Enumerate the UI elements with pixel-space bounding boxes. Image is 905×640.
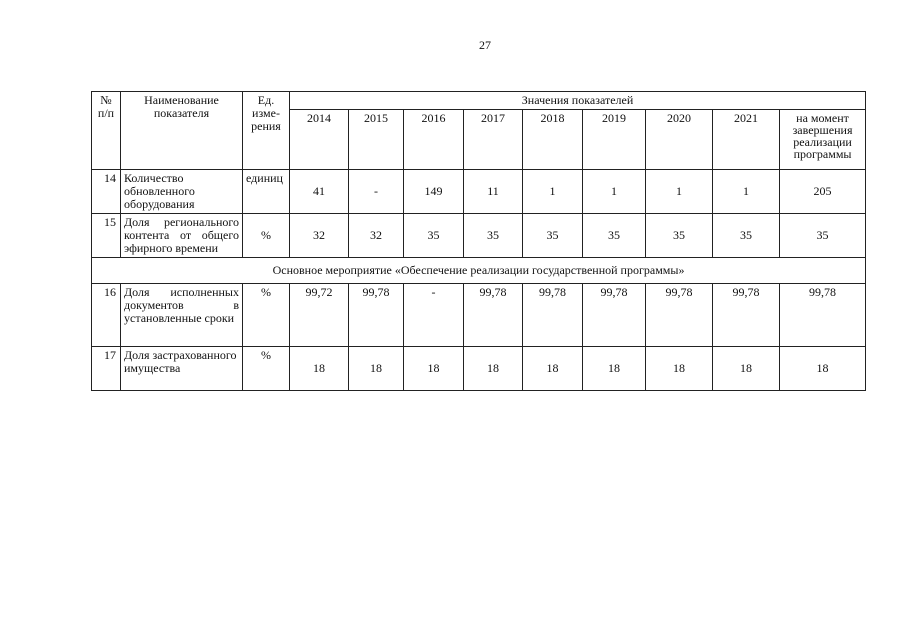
row-unit: единиц: [243, 170, 290, 214]
row-indicator-name: Количество обновленного оборудования: [121, 170, 243, 214]
row-value: 99,78: [464, 284, 523, 347]
row-value: -: [404, 284, 464, 347]
page-number: 27: [479, 38, 491, 52]
row-value-final: 18: [780, 347, 866, 391]
header-year: 2019: [583, 110, 646, 170]
row-value-final: 35: [780, 214, 866, 258]
row-value: 35: [404, 214, 464, 258]
row-value: 18: [646, 347, 713, 391]
table-row: [92, 284, 866, 347]
row-value: 1: [713, 170, 780, 214]
table-row: [92, 347, 866, 391]
row-value: 99,78: [646, 284, 713, 347]
row-number: 15: [92, 214, 121, 258]
row-value: 18: [404, 347, 464, 391]
row-value: 1: [583, 170, 646, 214]
row-indicator-name: Доля застрахованного имущества: [121, 347, 243, 391]
row-value: 18: [713, 347, 780, 391]
row-value-final: 99,78: [780, 284, 866, 347]
row-value: -: [349, 170, 404, 214]
row-value: 18: [523, 347, 583, 391]
row-number: 14: [92, 170, 121, 214]
row-indicator-name: Доля регионального контента от общего эфирного времени: [121, 214, 243, 258]
header-year: 2018: [523, 110, 583, 170]
row-number: 17: [92, 347, 121, 391]
row-value: 18: [583, 347, 646, 391]
row-value: 18: [290, 347, 349, 391]
table-row: [92, 170, 866, 214]
row-value: 99,72: [290, 284, 349, 347]
header-year: 2015: [349, 110, 404, 170]
row-value: 35: [646, 214, 713, 258]
header-no: № п/п: [92, 92, 121, 170]
header-values-group: Значения показателей: [290, 92, 866, 110]
row-value: 41: [290, 170, 349, 214]
row-value: 35: [583, 214, 646, 258]
header-name: Наименование показателя: [121, 92, 243, 170]
table-row: [92, 214, 866, 258]
row-value: 35: [713, 214, 780, 258]
row-unit: %: [243, 214, 290, 258]
row-value: 99,78: [713, 284, 780, 347]
row-value: 32: [349, 214, 404, 258]
row-value: 18: [464, 347, 523, 391]
row-value: 149: [404, 170, 464, 214]
row-unit: %: [243, 347, 290, 391]
indicators-table: [91, 91, 866, 391]
row-value: 1: [646, 170, 713, 214]
row-unit: %: [243, 284, 290, 347]
section-title: Основное мероприятие «Обеспечение реализации государственной программы»: [92, 258, 866, 284]
row-value: 18: [349, 347, 404, 391]
row-indicator-name: Доля исполненных документов в установленные сроки: [121, 284, 243, 347]
row-number: 16: [92, 284, 121, 347]
row-value: 99,78: [583, 284, 646, 347]
row-value: 32: [290, 214, 349, 258]
row-value-final: 205: [780, 170, 866, 214]
row-value: 99,78: [349, 284, 404, 347]
header-year: 2021: [713, 110, 780, 170]
header-year: 2014: [290, 110, 349, 170]
row-value: 1: [523, 170, 583, 214]
header-year: 2020: [646, 110, 713, 170]
header-year: 2017: [464, 110, 523, 170]
row-value: 35: [523, 214, 583, 258]
row-value: 11: [464, 170, 523, 214]
row-value: 35: [464, 214, 523, 258]
row-value: 99,78: [523, 284, 583, 347]
section-row: [92, 258, 866, 284]
header-unit: Ед. изме-рения: [243, 92, 290, 170]
header-year: 2016: [404, 110, 464, 170]
header-final: на момент завершения реализации программы: [780, 110, 866, 170]
header-row-top: [92, 92, 866, 110]
